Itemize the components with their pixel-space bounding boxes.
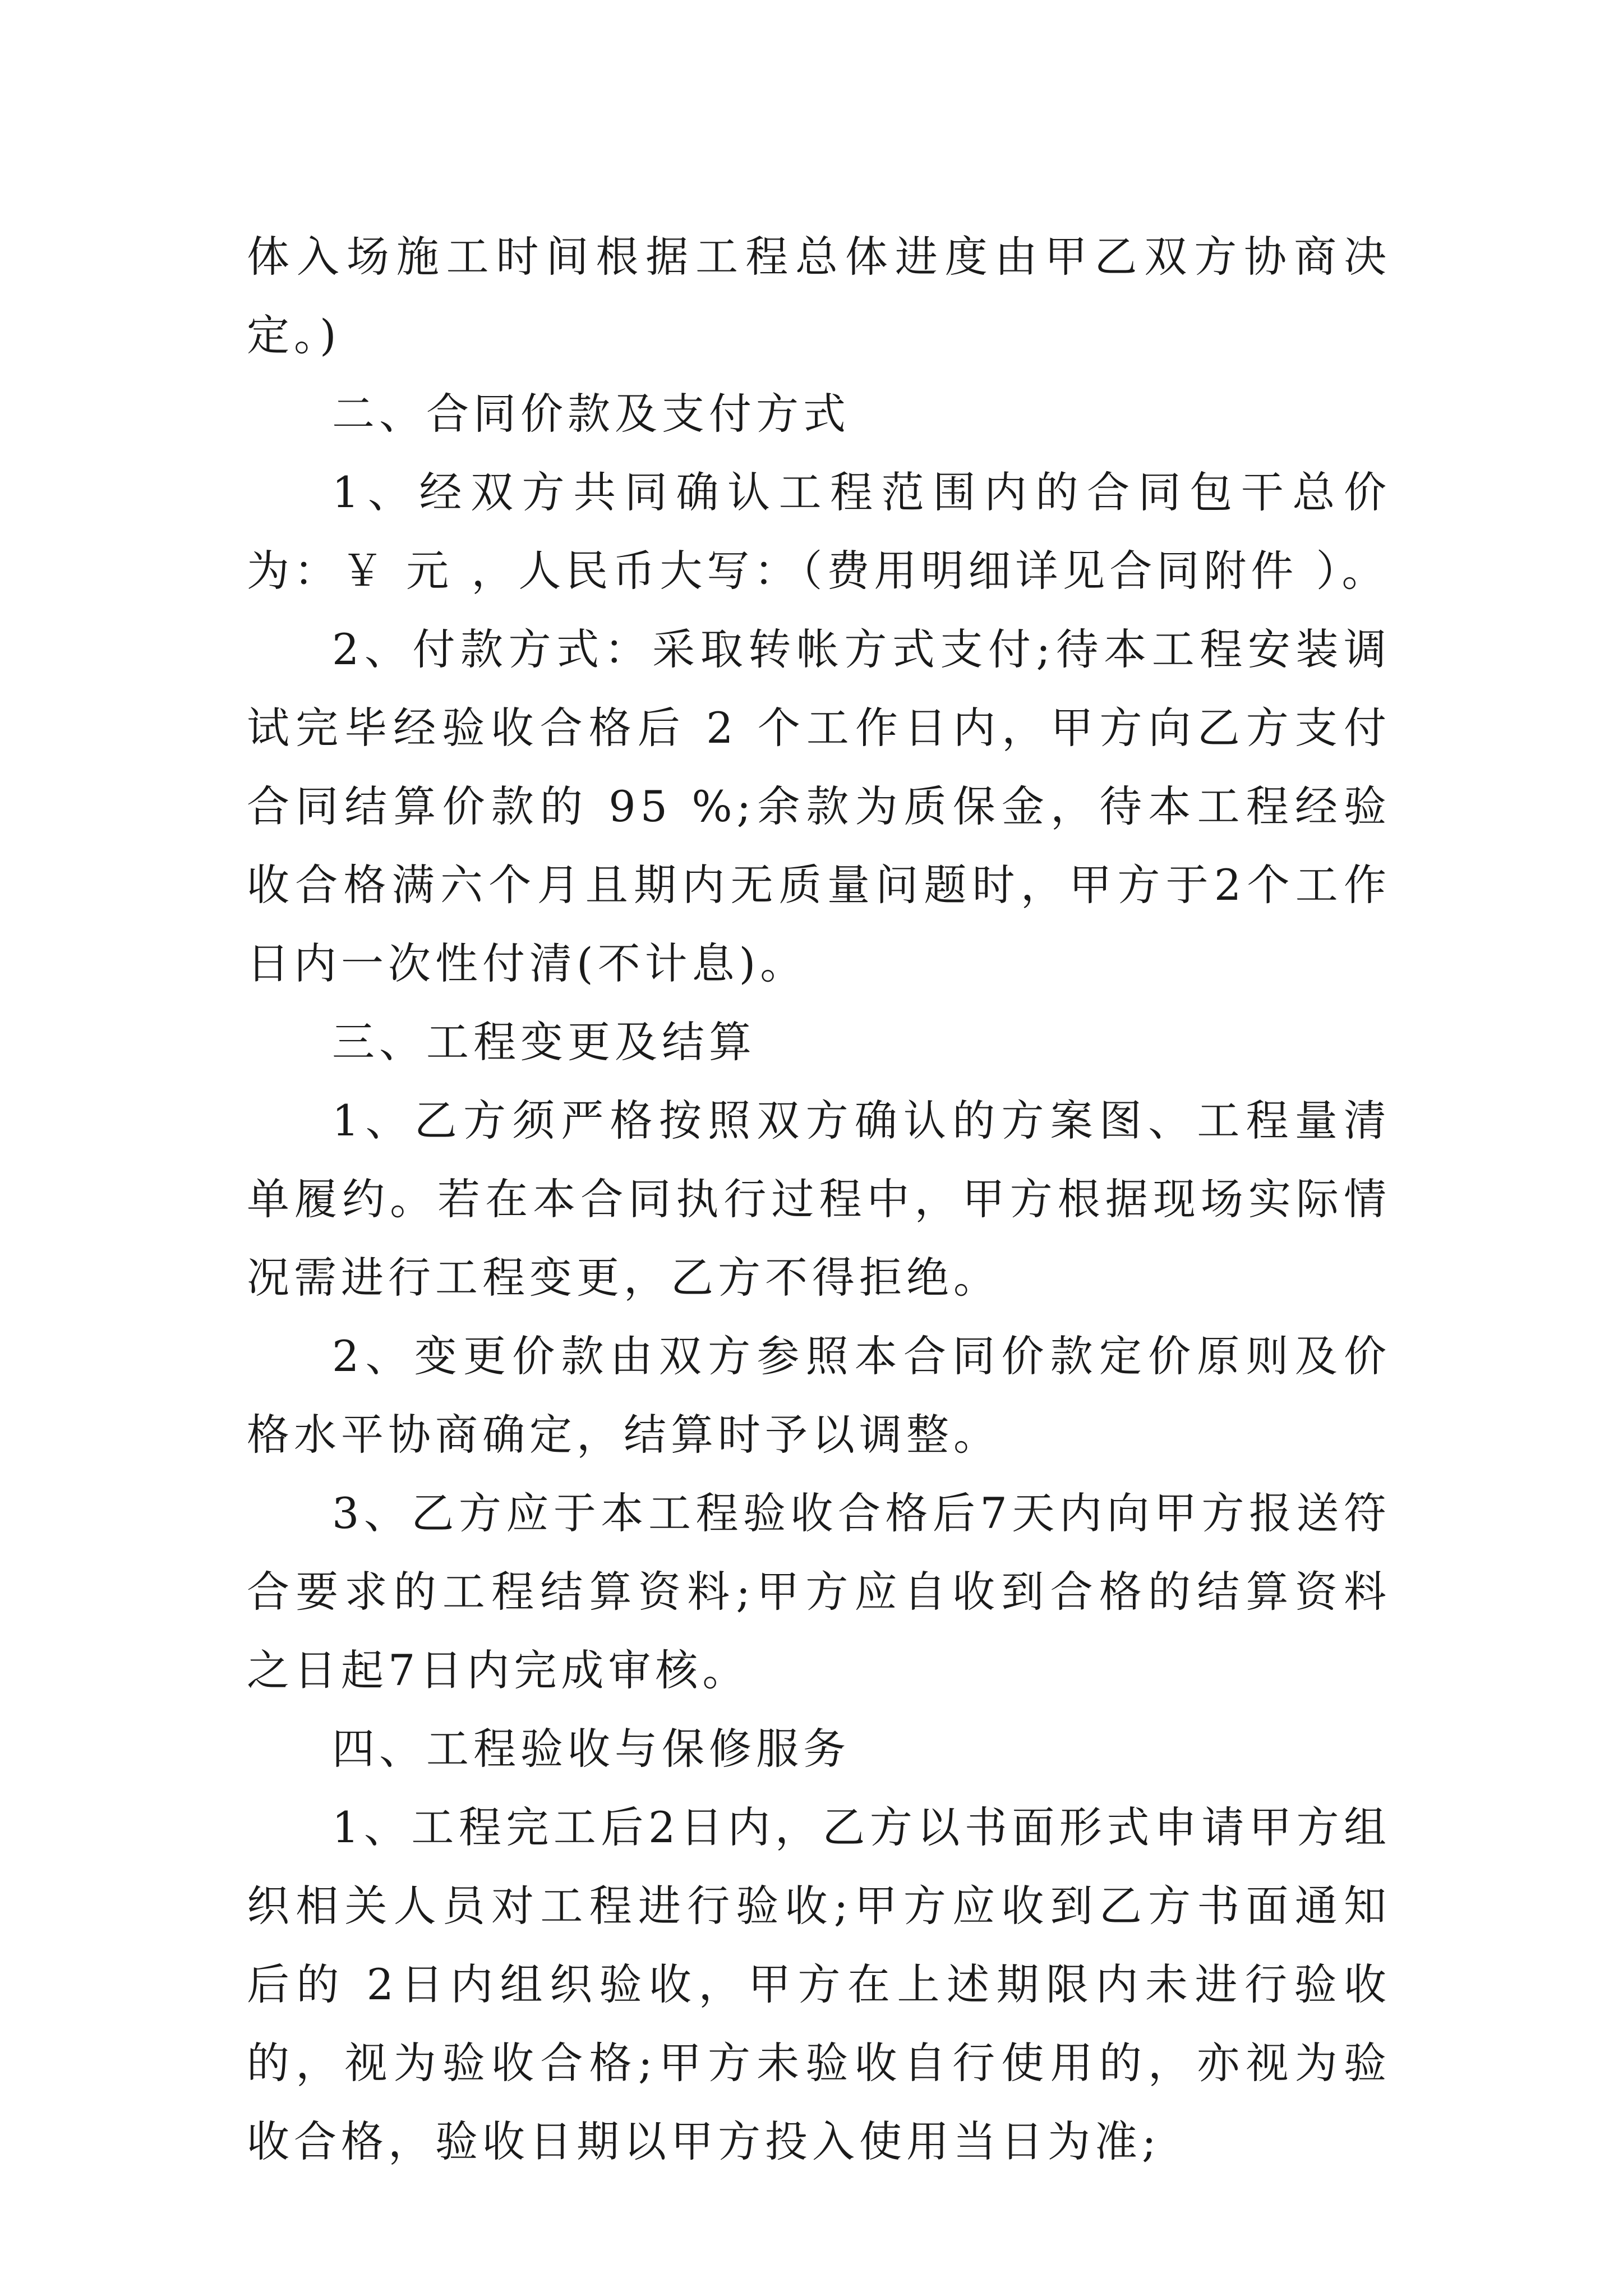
section-heading-acceptance-warranty: 四、工程验收与保修服务 — [332, 1724, 850, 1774]
paragraph-total-price: 1、经双方共同确认工程范围内的合同包干总价为：￥ 元 ，人民币大写：（费用明细详见合同附件 ）。 — [247, 467, 1391, 596]
section-heading-changes-settlement: 三、工程变更及结算 — [332, 1017, 756, 1067]
section-heading-contract-price: 二、合同价款及支付方式 — [332, 389, 850, 439]
paragraph-change-price: 2、变更价款由双方参照本合同价款定价原则及价格水平协商确定，结算时予以调整。 — [247, 1331, 1391, 1460]
paragraph-acceptance: 1、工程完工后2日内，乙方以书面形式申请甲方组织相关人员对工程进行验收;甲方应收到乙方书面通知后的 2日内组织验收，甲方在上述期限内未进行验收的，视为验收合格;甲方未验收自行使用的，亦视为验收合格，验收日期以甲方投入使用当日为准; — [247, 1802, 1391, 2166]
paragraph-continuation: 体入场施工时间根据工程总体进度由甲乙双方协商决定。) — [247, 232, 1391, 360]
paragraph-payment-method: 2、付款方式：采取转帐方式支付;待本工程安装调试完毕经验收合格后 2 个工作日内，甲方向乙方支付合同结算价款的 95 %;余款为质保金，待本工程经验收合格满六个月且期内无质量问题时，甲方于2个工作日内一次性付清(不计息)。 — [247, 624, 1391, 988]
paragraph-change-performance: 1、乙方须严格按照双方确认的方案图、工程量清单履约。若在本合同执行过程中，甲方根据现场实际情况需进行工程变更，乙方不得拒绝。 — [247, 1096, 1391, 1303]
document-body — [247, 218, 1391, 2181]
paragraph-settlement-documents: 3、乙方应于本工程验收合格后7天内向甲方报送符合要求的工程结算资料;甲方应自收到合格的结算资料之日起7日内完成审核。 — [247, 1488, 1391, 1695]
